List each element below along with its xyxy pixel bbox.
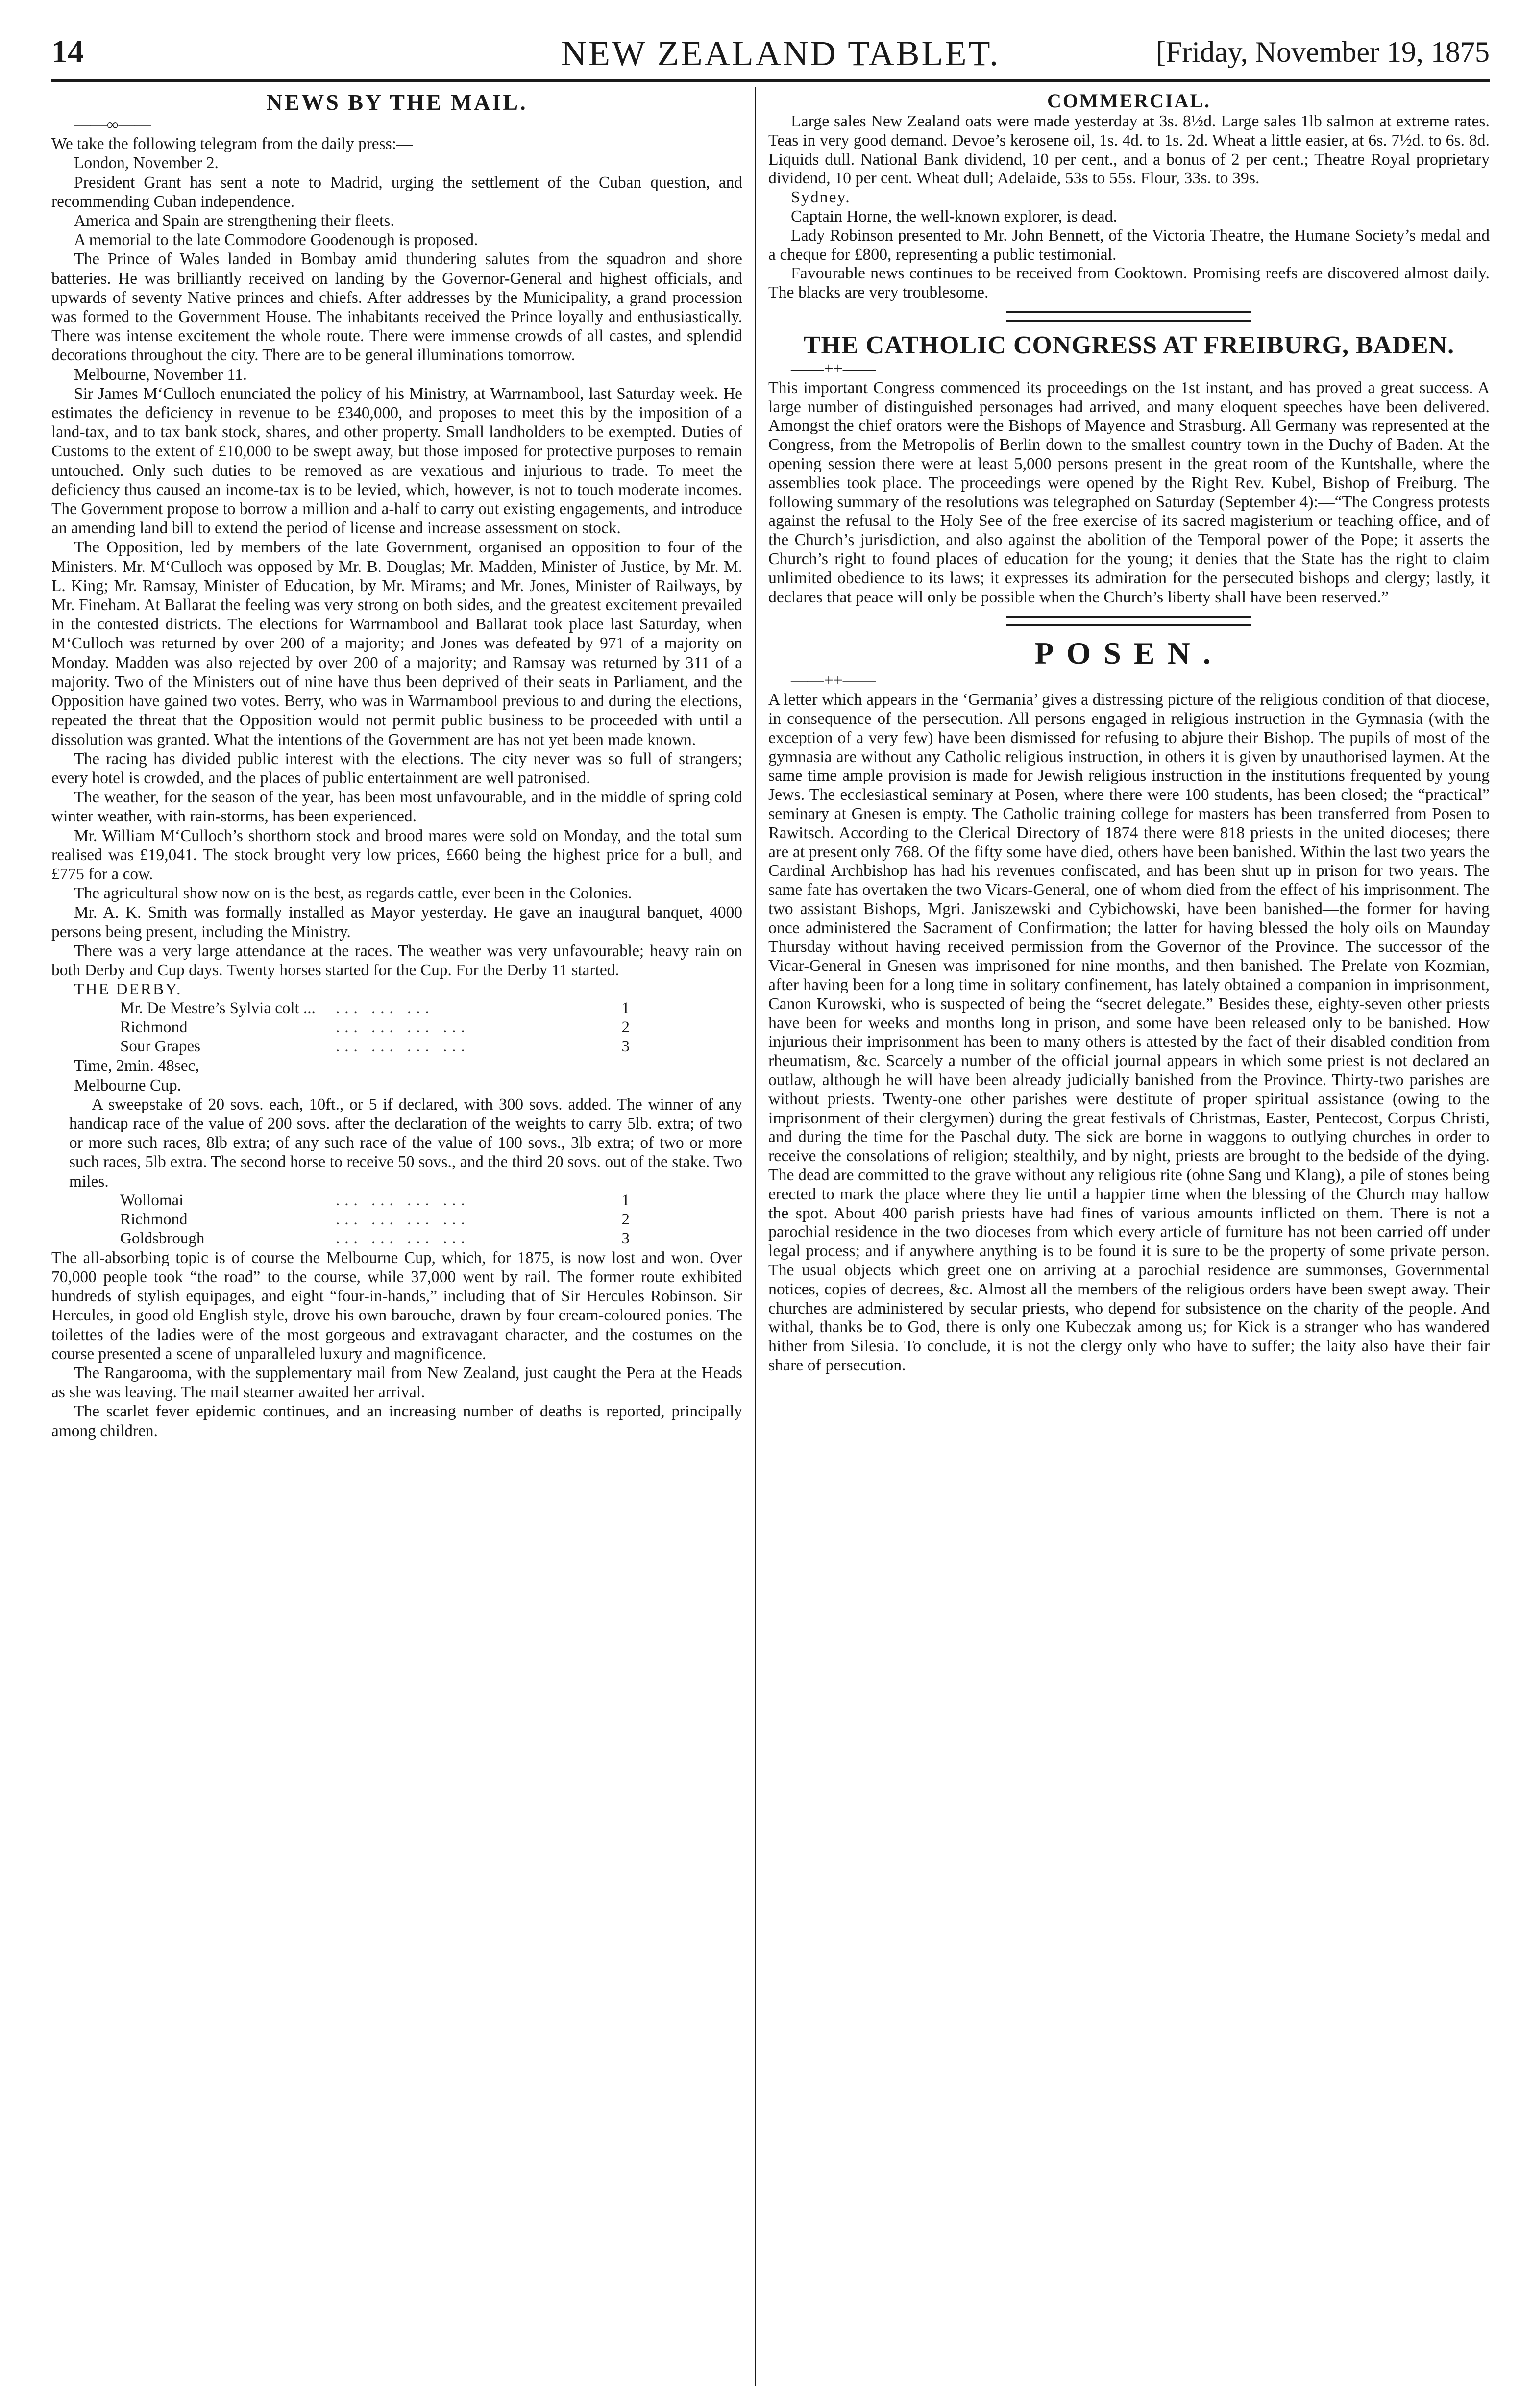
horse-name: Goldsbrough xyxy=(120,1229,205,1247)
cup-result-row xyxy=(120,1229,630,1248)
horse-name: Richmond xyxy=(120,1210,188,1228)
leader-dots: ... ... ... xyxy=(336,999,434,1018)
placing: 3 xyxy=(621,1229,630,1247)
sydney-item: Captain Horne, the well-known explorer, is dead. xyxy=(791,207,1117,225)
closing-item: The Rangarooma, with the supplementary mail from New Zealand, just caught the Pera at the Heads as she was leaving. The mail steamer awaited her arrival. xyxy=(51,1364,742,1402)
melbourne-item: The racing has divided public interest with the elections. The city never was so full of strangers; every hotel is crowded, and the places of public entertainment are well patronised. xyxy=(51,749,742,787)
sydney-item: Favourable news continues to be received from Cooktown. Promising reefs are discovered almost daily. The blacks are very troublesome. xyxy=(768,264,1490,302)
masthead-rule xyxy=(51,79,1490,82)
masthead xyxy=(51,30,1490,84)
congress-ornament: ——++—— xyxy=(791,359,876,378)
leader-dots: ... ... ... ... xyxy=(336,1191,470,1209)
posen-ornament: ——++—— xyxy=(791,671,876,690)
derby-result-row xyxy=(120,1037,630,1056)
news-heading: NEWS BY THE MAIL. xyxy=(266,90,528,115)
horse-name: Sour Grapes xyxy=(120,1038,201,1056)
sydney-item: Lady Robinson presented to Mr. John Bennett, of the Victoria Theatre, the Humane Society’s medal and a cheque for £800, representing a public testimonial. xyxy=(768,226,1490,264)
news-intro: We take the following telegram from the daily press:— xyxy=(51,135,413,153)
derby-result-row xyxy=(120,999,630,1018)
leader-dots: ... ... ... ... xyxy=(336,1210,470,1228)
cup-result-row xyxy=(120,1210,630,1229)
london-item: America and Spain are strengthening their fleets. xyxy=(74,212,394,230)
melbourne-item: Mr. William M‘Culloch’s shorthorn stock and brood mares were sold on Monday, and the total sum realised was £19,041. The stock brought very low prices, £660 being the highest price for a bull, and £775 for a cow. xyxy=(51,826,742,883)
section-rule xyxy=(1006,616,1251,626)
derby-results xyxy=(120,999,630,1056)
paper-title: NEW ZEALAND TABLET. xyxy=(561,34,1001,73)
cup-results xyxy=(120,1191,630,1248)
melbourne-item: Mr. A. K. Smith was formally installed as Mayor yesterday. He gave an inaugural banquet, 4000 persons being present, including the Ministry. xyxy=(51,903,742,941)
commercial-heading: COMMERCIAL. xyxy=(1047,90,1211,112)
melbourne-item: The Opposition, led by members of the late Government, organised an opposition to four of the Ministers. Mr. M‘Culloch was opposed by Mr. B. Douglas; Mr. Madden, Minister of Justice, by Mr. M. L. King; Mr. Ramsay, Minister of Education, by Mr. Mirams; and Mr. Jones, Minister of Railways, by Mr. Fineham. At Ballarat the feeling was very strong on both sides, and the greatest excitement prevailed in the contested districts. The elections for Warrnambool and Ballarat took place last Saturday, when M‘Culloch was returned by over 200 of a majority; and Jones was defeated by 971 of a majority on Monday. Madden was also rejected by over 200 of a majority; and Ramsay was returned by 311 of a majority. Two of the Ministers out of nine have thus been deprived of their seats in Parliament, and the Opposition have gained two votes. Berry, who was in Warrnambool previous to and during the elections, repeated the threat that the Opposition would not permit public business to be proceeded with until a dissolution was granted. What the intentions of the Government are has not yet been made known. xyxy=(51,538,742,749)
page-number: 14 xyxy=(51,34,84,70)
horse-name: Richmond xyxy=(120,1018,188,1037)
melbourne-item: There was a very large attendance at the races. The weather was very unfavourable; heavy rain on both Derby and Cup days. Twenty horses started for the Cup. For the Derby 11 started. xyxy=(51,942,742,979)
melbourne-item: Sir James M‘Culloch enunciated the policy of his Ministry, at Warrnambool, last Saturday week. He estimates the deficiency in revenue to be £340,000, and proposes to meet this by the imposition of a land-tax, and to tax bank stock, shares, and other property. Small landholders to be exempted. Duties of Customs to the extent of £10,000 to be swept away, but those imposed for protective purposes to remain untouched. Only such duties to be removed as are vexatious and injurious to trade. To meet the deficiency thus caused an income-tax is to be levied, which, however, is not to touch moderate incomes. The Government propose to borrow a million and a-half to carry out existing engagements, and introduce an amending land bill to extend the period of license and increase assessment on stock. xyxy=(51,384,742,538)
melbourne-item: The agricultural show now on is the best, as regards cattle, ever been in the Colonies. xyxy=(74,884,632,903)
melbourne-item: The weather, for the season of the year, has been most unfavourable, and in the middle of spring cold winter weather, with rain-storms, has been experienced. xyxy=(51,788,742,826)
derby-result-row xyxy=(120,1018,630,1037)
posen-text: A letter which appears in the ‘Germania’ gives a distressing picture of the religious condition of that diocese, in consequence of the persecution. All persons engaged in religious instruction in the Gymnasia (with the exception of a very few) have been dismissed for refusing to abjure their Bishop. The pupils of most of the gymnasia are without any Catholic religious instruction, in others it is given by unauthorised laymen. At the same time ample provision is made for Jewish religious instruction in the institutions frequented by young Jews. The ecclesiastical seminary at Posen, where there were 100 students, has been closed; the “practical” seminary at Gnesen is empty. The Catholic training college for masters has been transferred from Posen to Rawitsch. According to the Clerical Directory of 1874 there were 818 priests in the united dioceses; there are at present only 768. Of the fifty some have died, others have been banished. Within the last two years the Cardinal Archbishop has had his revenues confiscated, and has been shut up in prison for two years. The same fate has overtaken the two Vicars-General, one of whom died from the effect of his imprisonment. The two assistant Bishops, Mgri. Janiszewski and Cybichowski, have been banished—the former for having once administered the Sacrament of Confirmation; the latter for having blessed the holy oils on Maunday Thursday without having received permission from the Governor of the Province. The successor of the Vicar-General in Gnesen was imprisoned for nine months, and then banished. The Prelate von Kozmian, after having been for a long time in solitary confinement, has lately obtained a companion in imprisonment, Canon Kurowski, who is suspected of being the “secret delegate.” Besides these, eighty-seven other priests have been for weeks and months long in prison, and some have been released only to be banished. How injurious their imprisonment has been to many others is attested by the fact of their disabled condition from rheumatism, &c. Scarcely a number of the official journal appears in which some priest is not declared an outlaw, although he will have been already judicially banished from the Province. Thirty-two parishes are without priests. Twenty-one other parishes were destitute of proper spiritual assistance (owing to the imprisonment of their clergymen) during the great festivals of Christmas, Easter, Pentecost, Corpus Christi, and during the time for the Paschal duty. The sick are borne in waggons to outlying churches in order to receive the consolations of religion; stealthily, and by night, priests are brought to the bedside of the dying. The dead are committed to the grave without any religious rite (ohne Sang und Klang), a pile of stones being erected to mark the place where they lie until a happier time when the blessing of the Church may hallow the spot. About 400 parish priests have had fines of various amounts inflicted on them. There is not a parochial residence in the two dioceses from which every article of furniture has not been carried off under legal process; and if anywhere anything is to be found it is sure to be the property of some private person. The usual objects which greet one on arriving at a parochial residence are summonses, Governmental notices, copies of decrees, &c. Almost all the members of the religious orders have been swept away. Their churches are administered by secular priests, who depend for subsistence on the charity of the people. And withal, thanks be to God, there is only one Kubeczak among us; for Kick is a stranger who has wandered hither from Silesia. To conclude, it is not the clergy only who have to suffer; the laity also have their fair share of persecution. xyxy=(768,691,1490,1375)
leader-dots: ... ... ... ... xyxy=(336,1018,470,1037)
horse-name: Mr. De Mestre’s Sylvia colt ... xyxy=(120,999,316,1018)
london-item: President Grant has sent a note to Madrid, urging the settlement of the Cuban question, and recommending Cuban independence. xyxy=(51,173,742,211)
london-item: A memorial to the late Commodore Goodenough is proposed. xyxy=(74,231,478,249)
dateline-melbourne: Melbourne, November 11. xyxy=(74,365,247,384)
congress-text: This important Congress commenced its proceedings on the 1st instant, and has proved a great success. A large number of distinguished personages had arrived, and many eloquent speeches have been delivered. Amongst the chief orators were the Bishops of Mayence and Strasburg. All Germany was represented at the Congress, from the Metropolis of Berlin down to the smallest country town in the Duchy of Baden. At the opening session there were at least 5,000 persons present in the great room of the Kuntshalle, where the assemblies took place. The proceedings were opened by the Right Rev. Kubel, Bishop of Freiburg. The following summary of the resolutions was telegraphed on Saturday (September 4):—“The Congress protests against the refusal to the Holy See of the free exercise of its sacred magisterium or teaching office, and of the Church’s jurisdiction, and also against the abolition of the Temporal power of the Pope; it asserts the Church’s right to found places of education for the young; it denies that the State has the right to claim unlimited obedience to its laws; it expresses its admiration for the persecuted bishops and clergy; lastly, it declares that peace will only be possible when the Church’s liberty shall have been reserved.” xyxy=(768,378,1490,606)
placing: 1 xyxy=(621,999,630,1018)
london-item: The Prince of Wales landed in Bombay amid thundering salutes from the squadron and shore batteries. He was brilliantly received on landing by the Governor-General and highest officials, and upwards of seventy Native princes and chiefs. After addresses by the Municipality, a grand procession was formed to the Government House. The inhabitants received the Prince loyally and enthusiastically. There was intense excitement the whole route. There were immense crowds of all castes, and splendid decorations throughout the city. There are to be general illuminations tomorrow. xyxy=(51,250,742,365)
congress-heading: THE CATHOLIC CONGRESS AT FREIBURG, BADEN. xyxy=(803,331,1455,359)
section-rule xyxy=(1006,311,1251,322)
left-column xyxy=(51,89,742,1440)
news-ornament: ——∞—— xyxy=(74,116,151,134)
horse-name: Wollomai xyxy=(120,1191,184,1209)
closing-item: The scarlet fever epidemic continues, and an increasing number of deaths is reported, principally among children. xyxy=(51,1402,742,1440)
cup-terms: A sweepstake of 20 sovs. each, 10ft., or 5 if declared, with 300 sovs. added. The winner of any handicap race of the value of 200 sovs. after the declaration of the weights to carry 5lb. extra; of two or more such races, 8lb extra; of any such race of the value of 100 sovs., 3lb extra; of two or more such races, 5lb extra. The second horse to receive 50 sovs., and the third 20 sovs. out of the stake. Two miles. xyxy=(69,1095,742,1191)
closing-item: The all-absorbing topic is of course the Melbourne Cup, which, for 1875, is now lost and won. Over 70,000 people took “the road” to the course, while 37,000 went by rail. The former route exhibited hundreds of stylish equipages, and eight “four-in-hands,” including that of Sir Hercules Robinson. Sir Hercules, in good old English style, drove his own barouche, drawn by four cream-coloured ponies. The toilettes of the ladies were of the most gorgeous and extravagant character, and the costumes on the course presented a scene of unparalleled luxury and magnificence. xyxy=(51,1248,742,1363)
derby-heading: THE DERBY. xyxy=(74,980,182,999)
placing: 2 xyxy=(621,1210,630,1228)
issue-date: [Friday, November 19, 1875 xyxy=(1156,36,1490,68)
cup-heading: Melbourne Cup. xyxy=(74,1076,181,1094)
placing: 1 xyxy=(621,1191,630,1209)
derby-time: Time, 2min. 48sec, xyxy=(74,1057,199,1075)
dateline-london: London, November 2. xyxy=(74,154,219,173)
posen-heading: POSEN. xyxy=(1034,636,1224,671)
cup-result-row xyxy=(120,1191,630,1210)
placing: 2 xyxy=(621,1018,630,1037)
column-divider xyxy=(755,87,756,2386)
commercial-melbourne: Large sales New Zealand oats were made yesterday at 3s. 8½d. Large sales 1lb salmon at extreme rates. Teas in very good demand. Devoe’s kerosene oil, 1s. 4d. to 1s. 2d. Wheat a little easier, at 6s. 7½d. to 6s. 8d. Liquids dull. National Bank dividend, 10 per cent., and a bonus of 2 per cent.; Theatre Royal proprietary dividend, 10 per cent. Wheat dull; Adelaide, 53s to 55s. Flour, 33s. to 39s. xyxy=(768,112,1490,188)
right-column xyxy=(768,89,1490,1375)
leader-dots: ... ... ... ... xyxy=(336,1038,470,1056)
sydney-label: Sydney. xyxy=(791,188,851,207)
placing: 3 xyxy=(621,1038,630,1056)
leader-dots: ... ... ... ... xyxy=(336,1229,470,1247)
